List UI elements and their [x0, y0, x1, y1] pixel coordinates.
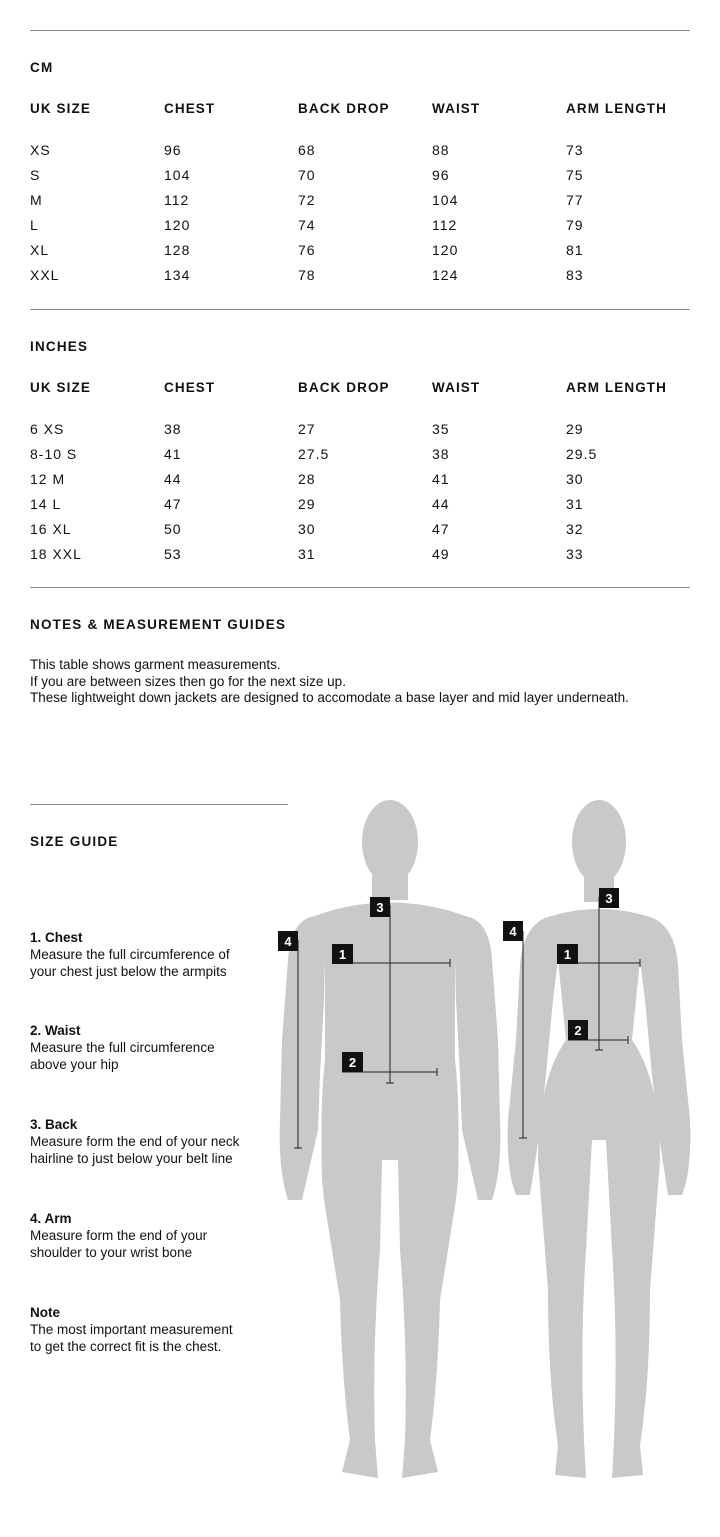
cm-cell: 73 [566, 142, 584, 158]
inches-col-size: UK SIZE [30, 380, 91, 395]
inches-cell: 32 [566, 521, 584, 537]
marker-chest: 1 [563, 947, 572, 962]
inches-cell: 38 [432, 446, 450, 462]
cm-col-chest: CHEST [164, 101, 216, 116]
inches-cell: 35 [432, 421, 450, 437]
cm-cell: 112 [432, 217, 458, 233]
cm-cell: 76 [298, 242, 316, 258]
inches-cell: 30 [298, 521, 316, 537]
guide-item-title: 4. Arm [30, 1211, 72, 1226]
cm-cell: L [30, 217, 39, 233]
inches-cell: 41 [164, 446, 182, 462]
cm-cell: 104 [432, 192, 459, 208]
guide-item-title: 1. Chest [30, 930, 83, 945]
marker-back: 3 [376, 900, 384, 915]
cm-cell: 112 [164, 192, 190, 208]
notes-line: These lightweight down jackets are designed to accomodate a base layer and mid layer underneath. [30, 690, 629, 706]
guide-item-title: Note [30, 1305, 60, 1320]
cm-col-back-drop: BACK DROP [298, 101, 390, 116]
guide-item-text: your chest just below the armpits [30, 964, 227, 979]
inches-cell: 16 XL [30, 521, 72, 537]
inches-cell: 31 [298, 546, 316, 562]
inches-heading: INCHES [30, 339, 89, 354]
cm-cell: 124 [432, 267, 459, 283]
cm-cell: 128 [164, 242, 191, 258]
marker-back: 3 [605, 891, 613, 906]
guide-item-text: Measure the full circumference [30, 1040, 215, 1055]
inches-col-waist: WAIST [432, 380, 481, 395]
inches-cell: 27 [298, 421, 316, 437]
notes-heading: NOTES & MEASUREMENT GUIDES [30, 617, 287, 632]
inches-cell: 27.5 [298, 446, 330, 462]
inches-cell: 29 [298, 496, 316, 512]
inches-cell: 33 [566, 546, 584, 562]
inches-cell: 47 [432, 521, 450, 537]
cm-cell: XL [30, 242, 50, 258]
size-guide-heading: SIZE GUIDE [30, 834, 119, 849]
marker-waist: 2 [348, 1055, 357, 1070]
cm-col-arm-length: ARM LENGTH [566, 101, 667, 116]
cm-cell: 120 [432, 242, 459, 258]
cm-cell: 70 [298, 167, 316, 183]
notes-line: This table shows garment measurements. [30, 657, 281, 672]
inches-cell: 53 [164, 546, 182, 562]
cm-cell: 134 [164, 267, 191, 283]
inches-cell: 49 [432, 546, 450, 562]
guide-item-text: shoulder to your wrist bone [30, 1245, 193, 1260]
inches-cell: 28 [298, 471, 316, 487]
inches-col-back-drop: BACK DROP [298, 380, 390, 395]
inches-col-arm-length: ARM LENGTH [566, 380, 667, 395]
cm-cell: 68 [298, 142, 316, 158]
guide-item-text: Measure form the end of your neck [30, 1134, 240, 1149]
marker-arm: 4 [509, 924, 517, 939]
inches-cell: 44 [164, 471, 182, 487]
inches-cell: 12 M [30, 471, 66, 487]
cm-cell: 104 [164, 167, 191, 183]
guide-item-text: The most important measurement [30, 1322, 233, 1337]
cm-cell: XS [30, 142, 51, 158]
marker-waist: 2 [574, 1023, 582, 1038]
cm-heading: CM [30, 60, 54, 75]
cm-cell: 88 [432, 142, 450, 158]
cm-cell: 81 [566, 242, 584, 258]
cm-cell: 77 [566, 192, 584, 208]
cm-cell: 72 [298, 192, 316, 208]
cm-cell: 120 [164, 217, 191, 233]
cm-cell: 75 [566, 167, 584, 183]
cm-cell: M [30, 192, 43, 208]
guide-item-text: hairline to just below your belt line [30, 1151, 233, 1166]
guide-item-text: Measure the full circumference of [30, 947, 230, 962]
marker-chest: 1 [338, 947, 347, 962]
inches-cell: 29 [566, 421, 584, 437]
inches-col-chest: CHEST [164, 380, 216, 395]
guide-item-text: to get the correct fit is the chest. [30, 1339, 222, 1354]
inches-cell: 18 XXL [30, 546, 82, 562]
notes-line: If you are between sizes then go for the next size up. [30, 673, 346, 689]
inches-cell: 41 [432, 471, 450, 487]
inches-cell: 50 [164, 521, 182, 537]
inches-cell: 6 XS [30, 421, 65, 437]
cm-cell: 78 [298, 267, 316, 283]
cm-col-size: UK SIZE [30, 101, 91, 116]
inches-cell: 31 [566, 496, 584, 512]
inches-cell: 8-10 S [30, 446, 78, 462]
cm-cell: S [30, 167, 41, 183]
inches-cell: 38 [164, 421, 182, 437]
inches-cell: 30 [566, 471, 584, 487]
guide-item-text: above your hip [30, 1057, 119, 1072]
marker-arm: 4 [284, 934, 292, 949]
inches-cell: 47 [164, 496, 182, 512]
inches-cell: 14 L [30, 496, 62, 512]
guide-item-title: 3. Back [30, 1117, 78, 1132]
inches-cell: 29.5 [566, 446, 598, 462]
guide-item-text: Measure form the end of your [30, 1228, 208, 1243]
cm-cell: 74 [298, 217, 316, 233]
cm-cell: 79 [566, 217, 584, 233]
guide-item-title: 2. Waist [30, 1023, 81, 1038]
cm-cell: XXL [30, 267, 60, 283]
cm-cell: 83 [566, 267, 584, 283]
cm-cell: 96 [164, 142, 182, 158]
cm-cell: 96 [432, 167, 450, 183]
cm-col-waist: WAIST [432, 101, 481, 116]
inches-cell: 44 [432, 496, 450, 512]
